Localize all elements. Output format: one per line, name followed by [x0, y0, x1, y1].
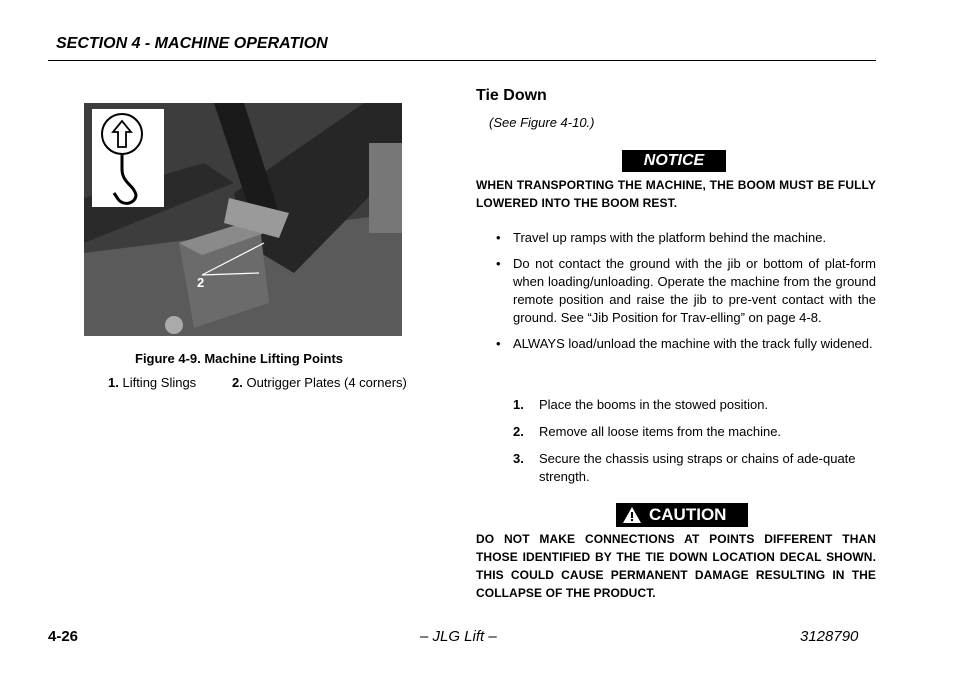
warning-triangle-icon [622, 506, 642, 524]
tie-down-heading: Tie Down [476, 87, 547, 104]
caution-text: DO NOT MAKE CONNECTIONS AT POINTS DIFFERENT THAN THOSE IDENTIFIED BY THE TIE DOWN LOCATION DECAL SHOWN. THIS COULD CAUSE PERMANENT DAMAGE RESULTING IN THE COLLAPSE OF THE PRODUCT. [476, 532, 876, 600]
figure-callout-2: 2 [197, 275, 205, 290]
legend-num: 2. [232, 375, 243, 390]
step-text: Secure the chassis using straps or chains of ade-quate strength. [539, 451, 856, 484]
doc-number: 3128790 [800, 628, 859, 645]
list-item [496, 335, 876, 353]
bullet-text: ALWAYS load/unload the machine with the track fully widened. [513, 336, 873, 351]
footer-center: – JLG Lift – [420, 628, 497, 645]
bullet-icon: • [496, 256, 501, 271]
step-text: Remove all loose items from the machine. [539, 424, 782, 439]
lifting-points-photo [84, 103, 402, 336]
caution-label-box [616, 503, 748, 527]
step-list [513, 396, 873, 495]
list-item [513, 396, 873, 414]
page-number: 4-26 [48, 628, 79, 645]
notice-text: WHEN TRANSPORTING THE MACHINE, THE BOOM MUST BE FULLY LOWERED INTO THE BOOM REST. [476, 178, 876, 210]
bullet-text: Do not contact the ground with the jib or bottom of plat-form when loading/unloading. Operate the machine from the ground remote position and raise the jib to pre-vent contact with the ground. See “Jib Position for Trav-elling” on page 4-8. [513, 256, 876, 325]
legend-item-2 [232, 375, 407, 390]
list-item [513, 450, 873, 486]
notice-label: NOTICE [622, 150, 726, 172]
step-text: Place the booms in the stowed position. [539, 397, 769, 412]
legend-text: Outrigger Plates (4 corners) [246, 375, 407, 390]
figure-caption: Figure 4-9. Machine Lifting Points [135, 351, 344, 366]
bullet-icon: • [496, 336, 501, 351]
caution-label: CAUTION [649, 505, 727, 524]
list-item [496, 255, 876, 327]
legend-item-1 [108, 375, 196, 390]
step-number: 1. [513, 397, 524, 412]
list-item [496, 229, 876, 247]
bullet-list [496, 229, 876, 361]
bullet-text: Travel up ramps with the platform behind the machine. [513, 230, 827, 245]
section-title: SECTION 4 - MACHINE OPERATION [56, 35, 328, 52]
legend-text: Lifting Slings [122, 375, 197, 390]
list-item [513, 423, 873, 441]
header-rule [48, 60, 876, 61]
step-number: 2. [513, 424, 524, 439]
step-number: 3. [513, 451, 524, 466]
legend-num: 1. [108, 375, 119, 390]
bullet-icon: • [496, 230, 501, 245]
see-figure-ref: (See Figure 4-10.) [489, 115, 595, 130]
